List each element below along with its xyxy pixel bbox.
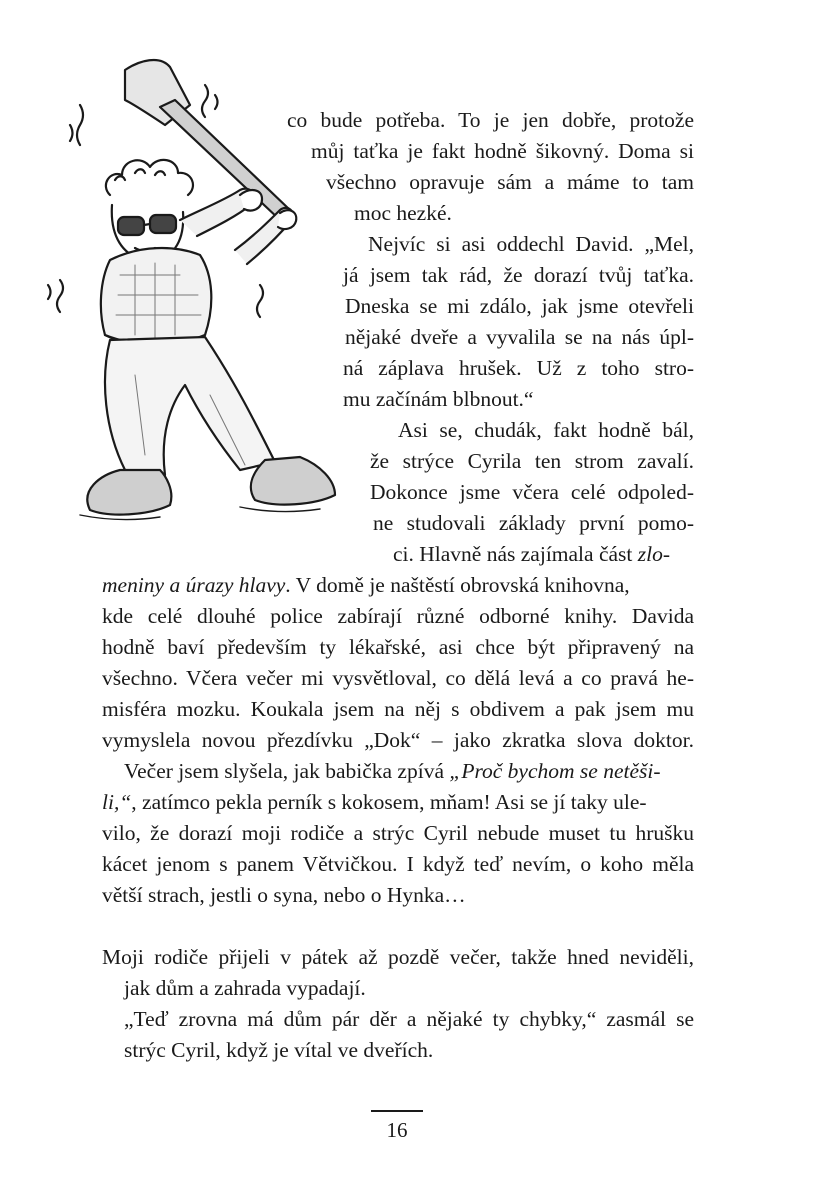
text-line (102, 787, 647, 818)
text-line: všechno. Včera večer mi vysvětloval, co dělá levá a co pravá he- (102, 666, 694, 690)
text-line: jak dům a zahrada vypadají. (124, 976, 366, 1000)
text-line: že strýce Cyrila ten strom zavalí. (370, 449, 694, 473)
text-line: Nejvíc si asi oddechl David. „Mel, (368, 232, 694, 256)
page-number-rule (371, 1110, 423, 1112)
text-line (124, 756, 661, 787)
text-run-italic: zlo- (637, 542, 671, 566)
text-line: nějaké dveře a vyvalila se na nás úpl- (345, 325, 694, 349)
text-line (393, 539, 670, 570)
text-run: . V domě je naštěstí obrovská knihovna, (285, 573, 630, 597)
text-line: misféra mozku. Koukala jsem na něj s obdivem a pak jsem mu (102, 697, 694, 721)
page-number: 16 (386, 1118, 408, 1142)
text-line (102, 570, 630, 601)
text-line: „Teď zrovna má dům pár děr a nějaké ty chybky,“ zasmál se (124, 1007, 694, 1031)
text-line: hodně baví především ty lékařské, asi chce být připravený na (102, 635, 694, 659)
text-line: ne studovali základy první pomo- (373, 511, 694, 535)
text-line: já jsem tak rád, že dorazí tvůj taťka. (343, 263, 694, 287)
text-line: Asi se, chudák, fakt hodně bál, (398, 418, 694, 442)
text-line: Dokonce jsme včera celé odpoled- (370, 480, 694, 504)
text-run: ci. Hlavně nás zajímala část (393, 542, 638, 566)
text-run-italic: meniny a úrazy hlavy (102, 573, 286, 597)
text-run: , zatímco pekla perník s kokosem, mňam! Asi se jí taky ule- (131, 790, 647, 814)
text-line: vilo, že dorazí moji rodiče a strýc Cyril nebude muset tu hrušku (102, 821, 694, 845)
text-run: Večer jsem slyšela, jak babička zpívá (124, 759, 450, 783)
text-line: strýc Cyril, když je vítal ve dveřích. (124, 1038, 434, 1062)
text-line: co bude potřeba. To je jen dobře, protože (287, 108, 694, 132)
text-line: moc hezké. (354, 201, 452, 225)
text-line: mu začínám blbnout.“ (343, 387, 534, 411)
text-line: kde celé dlouhé police zabírají různé odborné knihy. Davida (102, 604, 694, 628)
text-line: vymyslela novou přezdívku „Dok“ – jako zkratka slova doktor. (102, 728, 694, 752)
text-line: Moji rodiče přijeli v pátek až pozdě večer, takže hned neviděli, (102, 945, 694, 969)
text-line: ná záplava hrušek. Už z toho stro- (343, 356, 694, 380)
text-run-italic: „Proč bychom se netěši- (449, 759, 661, 783)
text-line: větší strach, jestli o syna, nebo o Hynka… (102, 883, 466, 907)
text-line: můj taťka je fakt hodně šikovný. Doma si (311, 139, 694, 163)
text-line: všechno opravuje sám a máme to tam (326, 170, 694, 194)
text-line: kácet jenom s panem Větvičkou. I když teď nevím, o koho měla (102, 852, 694, 876)
text-line: Dneska se mi zdálo, jak jsme otevřeli (345, 294, 694, 318)
text-run-italic: li,“ (102, 790, 132, 814)
